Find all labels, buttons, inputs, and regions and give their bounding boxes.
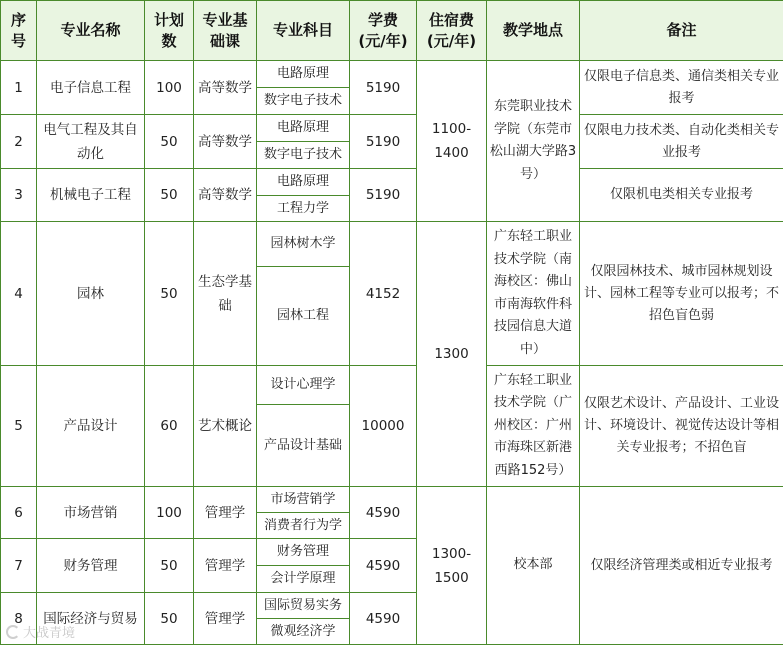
row-remarks: 仅限艺术设计、产品设计、工业设计、环境设计、视觉传达设计等相关专业报考；不招色盲 [580, 366, 783, 487]
row-subject: 设计心理学 [257, 366, 350, 405]
row-basic-course: 管理学 [194, 539, 257, 593]
row-subject: 国际贸易实务 [257, 593, 350, 619]
row-major: 电子信息工程 [37, 61, 145, 115]
location-main-campus: 校本部 [487, 487, 580, 645]
row-plan: 100 [145, 61, 194, 115]
row-tuition: 4590 [350, 487, 417, 539]
header-housing: 住宿费 (元/年) [417, 1, 487, 61]
row-major: 产品设计 [37, 366, 145, 487]
row-plan: 100 [145, 487, 194, 539]
row-basic-course: 管理学 [194, 593, 257, 645]
row-subject: 园林树木学 [257, 222, 350, 267]
header-basic-course: 专业基础课 [194, 1, 257, 61]
row-remarks: 仅限机电类相关专业报考 [580, 169, 783, 222]
housing-group-2: 1300 [417, 222, 487, 487]
row-remarks: 仅限经济管理类或相近专业报考 [580, 487, 783, 645]
location-nanhai: 广东轻工职业技术学院（南海校区：佛山市南海软件科技园信息大道中） [487, 222, 580, 366]
row-tuition: 4590 [350, 539, 417, 593]
header-index: 序号 [1, 1, 37, 61]
location-dongguan: 东莞职业技术学院（东莞市松山湖大学路3号） [487, 61, 580, 222]
header-major: 专业名称 [37, 1, 145, 61]
row-basic-course: 高等数学 [194, 61, 257, 115]
row-index: 1 [1, 61, 37, 115]
row-major: 电气工程及其自动化 [37, 115, 145, 169]
row-index: 4 [1, 222, 37, 366]
row-basic-course: 艺术概论 [194, 366, 257, 487]
row-major: 机械电子工程 [37, 169, 145, 222]
location-guangzhou: 广东轻工职业技术学院（广州校区：广州市海珠区新港西路152号） [487, 366, 580, 487]
row-tuition: 4152 [350, 222, 417, 366]
row-basic-course: 管理学 [194, 487, 257, 539]
row-subject: 数字电子技术 [257, 142, 350, 169]
watermark [6, 622, 75, 641]
header-plan: 计划数 [145, 1, 194, 61]
header-subjects: 专业科目 [257, 1, 350, 61]
row-plan: 50 [145, 222, 194, 366]
row-major: 国际经济与贸易 [37, 593, 145, 645]
row-basic-course: 高等数学 [194, 115, 257, 169]
row-subject: 工程力学 [257, 196, 350, 222]
row-major: 市场营销 [37, 487, 145, 539]
housing-group-3: 1300- 1500 [417, 487, 487, 645]
header-location: 教学地点 [487, 1, 580, 61]
row-subject: 电路原理 [257, 115, 350, 142]
row-index: 2 [1, 115, 37, 169]
row-index: 3 [1, 169, 37, 222]
row-plan: 50 [145, 539, 194, 593]
row-subject: 园林工程 [257, 267, 350, 366]
row-tuition: 10000 [350, 366, 417, 487]
row-subject: 微观经济学 [257, 619, 350, 645]
row-subject: 数字电子技术 [257, 88, 350, 115]
row-plan: 60 [145, 366, 194, 487]
row-subject: 会计学原理 [257, 566, 350, 593]
row-subject: 电路原理 [257, 61, 350, 88]
row-plan: 50 [145, 115, 194, 169]
row-subject: 市场营销学 [257, 487, 350, 513]
row-index: 6 [1, 487, 37, 539]
row-remarks: 仅限电子信息类、通信类相关专业报考 [580, 61, 783, 115]
row-tuition: 5190 [350, 61, 417, 115]
row-tuition: 4590 [350, 593, 417, 645]
row-subject: 电路原理 [257, 169, 350, 196]
watermark-text: 大战青境 [23, 626, 76, 641]
housing-group-1: 1100- 1400 [417, 61, 487, 222]
row-index: 5 [1, 366, 37, 487]
row-basic-course: 生态学基础 [194, 222, 257, 366]
watermark-logo-icon [6, 625, 20, 639]
row-tuition: 5190 [350, 115, 417, 169]
header-tuition: 学费 (元/年) [350, 1, 417, 61]
row-subject: 产品设计基础 [257, 405, 350, 487]
row-subject: 财务管理 [257, 539, 350, 566]
row-remarks: 仅限园林技术、城市园林规划设计、园林工程等专业可以报考；不招色盲色弱 [580, 222, 783, 366]
row-index: 7 [1, 539, 37, 593]
row-major: 财务管理 [37, 539, 145, 593]
row-plan: 50 [145, 593, 194, 645]
row-remarks: 仅限电力技术类、自动化类相关专业报考 [580, 115, 783, 169]
row-tuition: 5190 [350, 169, 417, 222]
row-subject: 消费者行为学 [257, 513, 350, 539]
row-index: 8 [1, 593, 37, 645]
row-plan: 50 [145, 169, 194, 222]
row-basic-course: 高等数学 [194, 169, 257, 222]
row-major: 园林 [37, 222, 145, 366]
header-remarks: 备注 [580, 1, 783, 61]
